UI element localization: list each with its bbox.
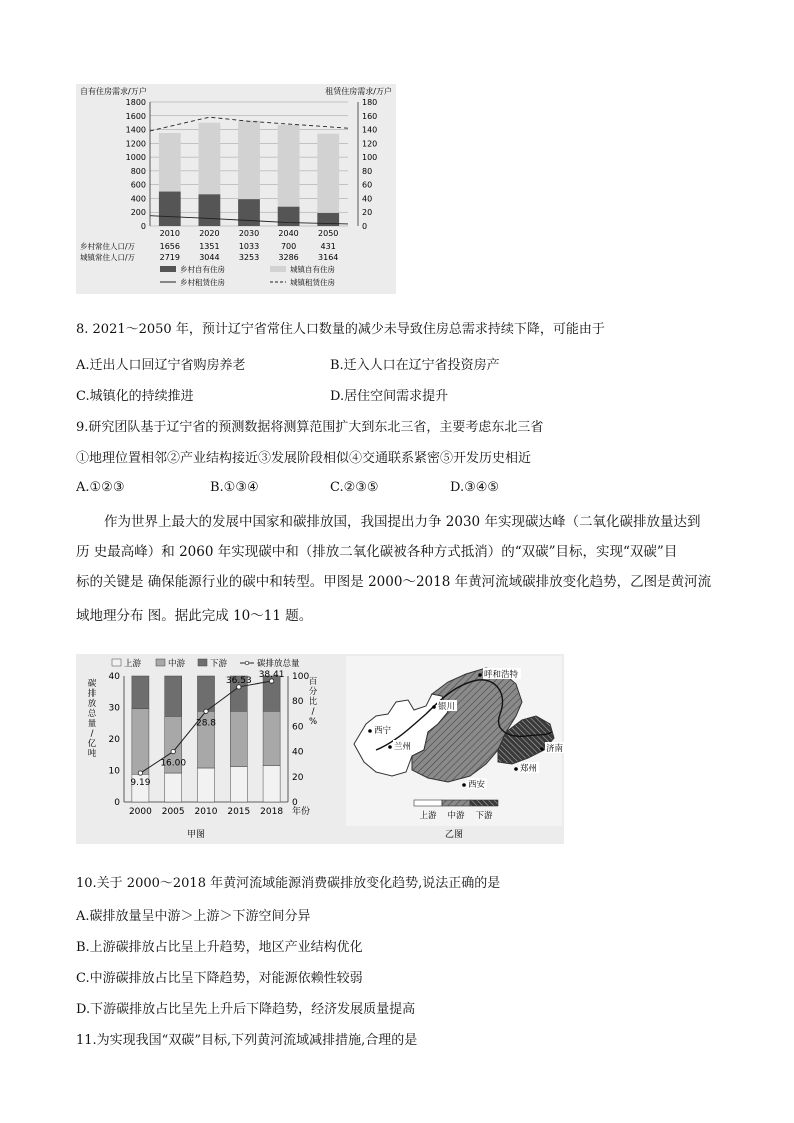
carbon-left-axis-title-char: 量 bbox=[87, 719, 97, 729]
city-dot bbox=[514, 767, 518, 771]
carbon-left-axis-title-char: / bbox=[90, 729, 94, 739]
carbon-left-axis-title-char: 放 bbox=[87, 699, 97, 709]
housing-demand-chart bbox=[76, 84, 396, 294]
left-tick-label: 600 bbox=[130, 180, 146, 190]
carbon-right-tick: 60 bbox=[292, 722, 304, 733]
carbon-figure-svg bbox=[76, 654, 564, 844]
x-tick-label: 2030 bbox=[238, 229, 260, 238]
legend-label: 中游 bbox=[168, 659, 186, 669]
legend-label: 下游 bbox=[210, 659, 228, 669]
bar-中游 bbox=[230, 711, 247, 766]
data-label: 36.53 bbox=[225, 675, 252, 686]
map-legend-swatch bbox=[414, 800, 442, 806]
carbon-x-tick: 2000 bbox=[128, 807, 152, 817]
left-axis-title: 自有住房需求/万户 bbox=[80, 87, 147, 96]
q10-option-c: C.中游碳排放占比呈下降趋势，对能源依赖性较弱 bbox=[76, 971, 363, 986]
city-dot bbox=[368, 729, 372, 733]
yellow-river-figure bbox=[76, 654, 564, 844]
city-dot bbox=[478, 673, 482, 677]
table-row-label: 城镇常住人口/万 bbox=[80, 253, 136, 262]
right-tick-label: 120 bbox=[362, 139, 378, 149]
legend-swatch-urban-owned bbox=[270, 266, 286, 272]
carbon-x-tick: 2018 bbox=[260, 807, 284, 817]
q10-option-b: B.上游碳排放占比呈上升趋势，地区产业结构优化 bbox=[76, 940, 363, 955]
bar-urban-owned bbox=[238, 121, 260, 200]
q8-option-b: B.迁入人口在辽宁省投资房产 bbox=[330, 358, 500, 373]
bar-urban-owned bbox=[159, 133, 181, 192]
yellow-river-map bbox=[346, 656, 564, 840]
question-9-items: ①地理位置相邻②产业结构接近③发展阶段相似④交通联系紧密⑤开发历史相近 bbox=[76, 451, 532, 466]
question-10-stem: 10.关于 2000～2018 年黄河流域能源消费碳排放变化趋势,说法正确的是 bbox=[76, 876, 501, 891]
table-cell: 3253 bbox=[238, 253, 260, 262]
data-label: 9.19 bbox=[130, 778, 151, 789]
legend-point-swatch bbox=[245, 661, 249, 665]
question-9-stem: 9.研究团队基于辽宁省的预测数据将测算范围扩大到东北三省，主要考虑东北三省 bbox=[76, 420, 544, 435]
bar-下游 bbox=[132, 676, 149, 709]
city-dot bbox=[540, 747, 544, 751]
left-tick-label: 1400 bbox=[125, 125, 146, 135]
table-cell: 700 bbox=[280, 242, 297, 251]
legend-label: 城镇自有住房 bbox=[290, 265, 335, 274]
q9-option-d: D.③④⑤ bbox=[450, 480, 500, 495]
carbon-right-axis-title-char: 百 bbox=[308, 677, 318, 687]
table-cell: 3286 bbox=[278, 253, 299, 262]
housing-demand-svg bbox=[76, 84, 396, 294]
carbon-x-tick: 2010 bbox=[194, 807, 218, 817]
city-label: 西安 bbox=[468, 780, 486, 790]
data-label: 16.00 bbox=[160, 758, 187, 769]
x-tick-label: 2020 bbox=[199, 229, 220, 238]
carbon-left-axis-title-char: 亿 bbox=[87, 739, 97, 749]
bar-urban-owned bbox=[199, 123, 221, 195]
left-tick-label: 0 bbox=[140, 222, 146, 231]
legend-label: 上游 bbox=[124, 659, 142, 669]
city-label: 呼和浩特 bbox=[484, 670, 519, 680]
table-cell: 1033 bbox=[238, 242, 260, 251]
x-tick-label: 2040 bbox=[278, 229, 299, 238]
carbon-left-tick: 20 bbox=[108, 735, 120, 745]
x-tick-label: 2010 bbox=[159, 229, 180, 238]
carbon-left-axis-title-char: 排 bbox=[87, 689, 97, 699]
city-dot bbox=[388, 745, 392, 749]
legend-label: 城镇租赁住房 bbox=[290, 278, 335, 287]
carbon-left-tick: 30 bbox=[108, 703, 120, 714]
data-label: 38.41 bbox=[258, 670, 285, 681]
carbon-right-axis-title-char: % bbox=[308, 717, 318, 727]
bar-上游 bbox=[165, 773, 182, 802]
bar-rural-owned bbox=[238, 199, 260, 226]
bar-urban-owned bbox=[317, 134, 339, 213]
carbon-left-tick: 0 bbox=[114, 798, 120, 808]
total-emissions-point bbox=[138, 771, 142, 775]
city-label: 郑州 bbox=[520, 764, 538, 774]
q10-option-d: D.下游碳排放占比呈先上升后下降趋势，经济发展质量提高 bbox=[76, 1002, 416, 1017]
left-tick-label: 800 bbox=[130, 166, 146, 176]
bar-上游 bbox=[230, 767, 247, 802]
total-emissions-point bbox=[204, 709, 208, 713]
legend-label: 乡村自有住房 bbox=[180, 265, 225, 274]
map-legend-swatch bbox=[470, 800, 498, 806]
q10-option-a: A.碳排放量呈中游＞上游＞下游空间分异 bbox=[76, 909, 311, 924]
left-tick-label: 1600 bbox=[125, 111, 146, 121]
carbon-left-axis-title-char: 碳 bbox=[87, 679, 97, 689]
right-axis-title: 租赁住房需求/万户 bbox=[325, 87, 392, 96]
q8-option-a: A.迁出人口回辽宁省购房养老 bbox=[76, 358, 246, 373]
left-tick-label: 200 bbox=[130, 208, 146, 218]
right-tick-label: 40 bbox=[362, 194, 373, 204]
table-cell: 431 bbox=[320, 242, 336, 251]
legend-swatch bbox=[156, 659, 165, 666]
map-legend-label: 上游 bbox=[419, 811, 437, 821]
q9-option-c: C.②③⑤ bbox=[330, 480, 379, 495]
carbon-right-tick: 100 bbox=[292, 672, 310, 682]
left-tick-label: 1800 bbox=[125, 98, 146, 107]
carbon-right-tick: 0 bbox=[292, 798, 298, 808]
carbon-right-axis-title-char: / bbox=[311, 707, 315, 717]
right-tick-label: 0 bbox=[362, 222, 368, 231]
legend-swatch-rural-owned bbox=[160, 266, 176, 272]
right-tick-label: 20 bbox=[362, 208, 373, 218]
right-tick-label: 160 bbox=[362, 111, 378, 121]
left-tick-label: 1000 bbox=[125, 153, 146, 163]
passage-line: 标的关键是 确保能源行业的碳中和转型。甲图是 2000～2018 年黄河流域碳排放变化趋势，乙图是黄河流 bbox=[76, 574, 712, 590]
carbon-left-axis-title-char: 吨 bbox=[87, 749, 97, 759]
q9-option-a: A.①②③ bbox=[76, 480, 125, 495]
table-row-label: 乡村常住人口/万 bbox=[80, 242, 136, 251]
right-tick-label: 140 bbox=[362, 125, 378, 135]
right-tick-label: 80 bbox=[362, 166, 373, 176]
city-label: 西宁 bbox=[374, 726, 392, 736]
city-label: 济南 bbox=[546, 744, 564, 754]
bar-中游 bbox=[263, 711, 280, 765]
carbon-right-axis-title-char: 比 bbox=[308, 697, 318, 707]
carbon-x-tick: 2005 bbox=[161, 807, 185, 817]
right-tick-label: 180 bbox=[362, 98, 378, 107]
q9-option-b: B.①③④ bbox=[210, 480, 259, 495]
city-label: 兰州 bbox=[394, 742, 412, 752]
city-dot bbox=[432, 705, 436, 709]
map-legend-label: 下游 bbox=[475, 811, 493, 821]
map-caption: 乙图 bbox=[444, 830, 464, 840]
carbon-right-axis-title-char: 分 bbox=[308, 687, 318, 697]
table-cell: 2719 bbox=[159, 253, 180, 262]
city-label: 银川 bbox=[438, 702, 456, 712]
legend-label: 乡村租赁住房 bbox=[180, 278, 225, 287]
bar-rural-owned bbox=[199, 194, 221, 226]
bar-下游 bbox=[165, 676, 182, 716]
table-cell: 1351 bbox=[199, 242, 220, 251]
bar-urban-owned bbox=[278, 125, 300, 207]
legend-label: 碳排放总量 bbox=[257, 659, 300, 669]
carbon-right-tick: 40 bbox=[292, 747, 304, 758]
bar-上游 bbox=[197, 768, 214, 802]
carbon-left-axis-title-char: 总 bbox=[87, 709, 97, 719]
q8-option-d: D.居住空间需求提升 bbox=[330, 389, 449, 404]
carbon-right-tick: 20 bbox=[292, 772, 304, 783]
passage-line: 域地理分布 图。据此完成 10～11 题。 bbox=[76, 608, 313, 624]
data-label: 28.8 bbox=[195, 718, 217, 729]
question-11-stem: 11.为实现我国“双碳”目标,下列黄河流域减排措施,合理的是 bbox=[76, 1033, 418, 1048]
passage bbox=[76, 508, 726, 632]
right-tick-label: 60 bbox=[362, 180, 373, 190]
table-cell: 3164 bbox=[318, 253, 339, 262]
passage-line: 作为世界上最大的发展中国家和碳排放国，我国提出力争 2030 年实现碳达峰（二氧化碳排放量达到 bbox=[104, 514, 701, 530]
table-cell: 3044 bbox=[199, 253, 220, 262]
left-tick-label: 1200 bbox=[125, 139, 146, 149]
carbon-x-tick: 2015 bbox=[227, 807, 251, 817]
bar-rural-owned bbox=[159, 192, 181, 226]
city-dot bbox=[462, 783, 466, 787]
x-tick-label: 2050 bbox=[318, 229, 339, 238]
bar-中游 bbox=[132, 709, 149, 775]
total-emissions-point bbox=[171, 749, 175, 753]
carbon-x-axis-title: 年份 bbox=[292, 807, 311, 817]
bar-上游 bbox=[263, 765, 280, 802]
bar-下游 bbox=[197, 676, 214, 711]
carbon-left-tick: 40 bbox=[108, 672, 120, 682]
carbon-left-tick: 10 bbox=[108, 766, 120, 777]
right-tick-label: 100 bbox=[362, 153, 378, 163]
q8-option-c: C.城镇化的持续推进 bbox=[76, 389, 194, 404]
legend-swatch bbox=[198, 659, 207, 666]
left-tick-label: 400 bbox=[130, 194, 146, 204]
legend-swatch bbox=[112, 659, 121, 666]
table-cell: 1656 bbox=[159, 242, 180, 251]
question-8-stem: 8. 2021～2050 年，预计辽宁省常住人口数量的减少未导致住房总需求持续下降，可能由于 bbox=[76, 322, 605, 337]
carbon-right-tick: 80 bbox=[292, 697, 304, 708]
passage-line: 历 史最高峰）和 2060 年实现碳中和（排放二氧化碳被各种方式抵消）的“双碳”目标，实现“双碳”目 bbox=[76, 544, 678, 560]
map-legend-label: 中游 bbox=[447, 811, 465, 821]
map-legend-swatch bbox=[442, 800, 470, 806]
chart-jia-caption: 甲图 bbox=[186, 830, 206, 840]
